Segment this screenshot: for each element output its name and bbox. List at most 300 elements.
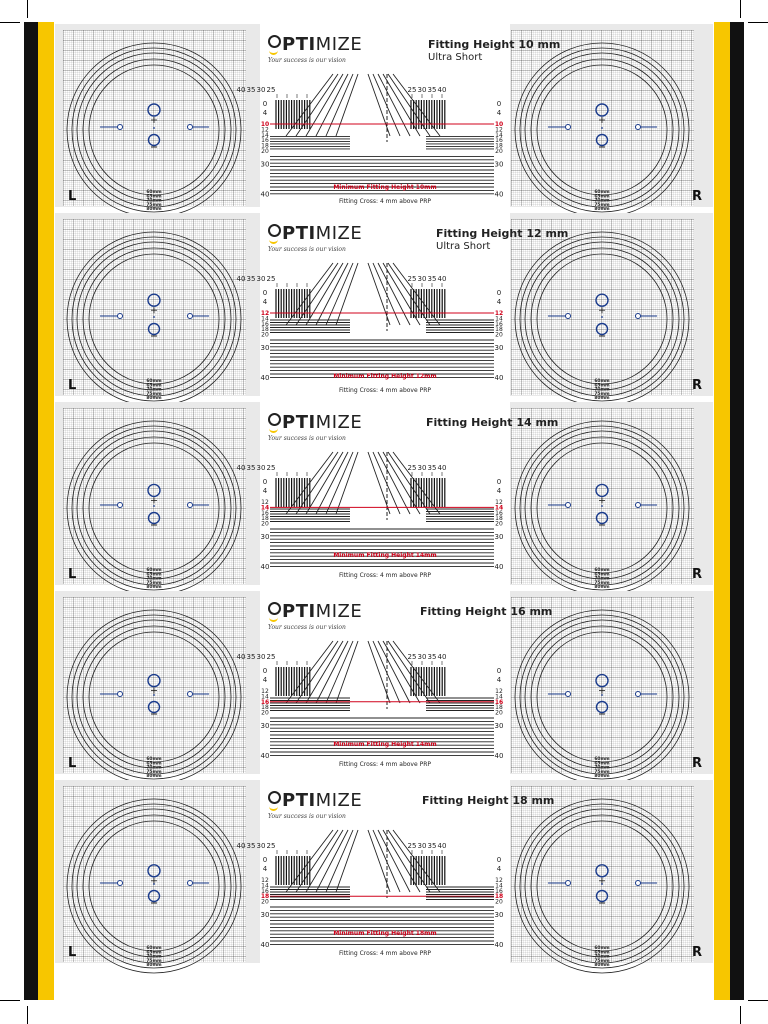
fitting-height-subtitle: Ultra Short [428,52,483,63]
logo-suffix: MIZE [315,223,363,244]
logo-prefix: PTI [282,412,316,433]
pd-tick-label-right: 25 [407,275,417,283]
lens-size-label: 65mm [594,194,610,200]
pd-tick-label-right: 30 [417,842,427,850]
pd-tick-label-right: 40 [437,275,447,283]
scale-label-right: 18 [495,515,503,523]
pd-tick-label-right: 30 [417,86,427,94]
logo-tagline: Your success is our vision [268,435,346,442]
scale-30-right: 30 [494,911,504,919]
reference-point-right [188,503,193,508]
lens-size-label: 60mm [146,568,162,573]
lens-diagram [63,408,246,591]
distance-reference-circle [148,104,160,116]
lens-size-label: 80mm [146,207,162,213]
scale-30-left: 30 [260,344,270,352]
pd-tick-label-right: 35 [427,86,437,94]
left-black-stripe [24,22,38,1000]
lens-ring-65mm [72,48,236,212]
scale-label-left: 12 [261,688,269,695]
scale-label-right: 16 [494,698,504,706]
lens-size-label: 70mm [594,198,610,204]
lens-ring-65mm [520,237,684,401]
lens-ring-65mm [520,804,684,968]
fitting-scale-area [236,780,555,963]
lens-template-left [63,597,246,780]
prism-reference-point [601,883,603,885]
scale-label-right: 14 [495,131,503,139]
fitting-height-subtitle: Ultra Short [436,241,491,252]
scale-40-right: 40 [494,190,504,199]
logo-suffix: MIZE [315,34,363,55]
scale-label-left: 20 [261,898,269,906]
logo-o-icon [268,413,281,426]
lens-size-label: 65mm [594,950,610,956]
pd-tick-label-right: 40 [437,842,447,850]
fitting-scale-area [236,213,569,396]
lens-diagram [63,30,246,213]
distance-reference-circle [148,865,160,877]
pd-tick-label-right: 25 [407,86,417,94]
optimize-logo [268,412,368,448]
scale-label-right: 20 [495,898,503,906]
nasal-guide-line-right [383,263,420,325]
scale-four-left: 4 [262,865,268,873]
lens-size-label: 70mm [146,576,162,582]
lens-size-label: 60mm [594,946,610,951]
pd-tick-label-left: 40 [236,842,246,850]
lens-ring-70mm [77,620,231,774]
pd-tick-label-right: 40 [437,464,447,472]
optimize-logo [268,790,368,826]
scale-four-left: 4 [262,487,268,495]
lens-template-left [63,786,246,969]
fitting-scale-area [236,402,559,585]
lens-ring-65mm [72,237,236,401]
reference-point-left [566,881,571,886]
near-reference-circle [597,513,608,524]
fitting-height-title: Fitting Height 18 mm [422,794,555,807]
scale-label-left: 16 [261,887,269,895]
lens-size-label: 75mm [146,580,162,586]
scale-30-right: 30 [494,722,504,730]
scale-four-right: 4 [496,109,502,117]
left-side-label: L [68,567,77,582]
lens-ring-80mm [537,254,667,384]
near-reference-circle [597,324,608,335]
distance-reference-circle [148,675,160,687]
nasal-guide-line-left [306,263,343,325]
scale-zero-right: 0 [496,289,502,297]
reference-point-left [566,125,571,130]
lens-ring-70mm [525,431,679,585]
logo-wordmark [268,601,362,622]
lens-size-label: 60mm [594,757,610,762]
scale-zero-left: 0 [262,667,268,675]
pd-tick-label-left: 25 [266,653,276,661]
scale-label-right: 18 [495,142,503,150]
nasal-guide-line-left [306,830,343,892]
scale-label-left: 14 [261,315,269,323]
right-side-label: R [691,378,702,393]
lens-size-label: 65mm [594,572,610,578]
lens-size-label: 80mm [594,774,610,780]
lens-size-label: 70mm [146,387,162,393]
scale-label-right: 12 [495,877,503,884]
logo-suffix: MIZE [315,412,363,433]
pd-tick-label-right: 35 [427,842,437,850]
lens-diagram [511,30,694,213]
lens-size-label: 80mm [594,585,610,591]
scale-30-left: 30 [260,911,270,919]
pd-tick-label-left: 25 [266,275,276,283]
pd-tick-label-left: 35 [246,464,256,472]
lens-template-left [63,408,246,591]
reference-point-right [636,503,641,508]
logo-tagline: Your success is our vision [268,246,346,253]
scale-label-left: 12 [261,499,269,506]
lens-ring-70mm [525,53,679,207]
pd-tick-label-left: 35 [246,86,256,94]
lens-size-label: 80mm [594,396,610,402]
lens-ring-80mm [537,632,667,762]
lens-diagram [511,408,694,591]
scale-label-left: 14 [260,504,270,512]
lens-size-label: 75mm [594,958,610,964]
lens-size-label: 60mm [146,757,162,762]
scale-zero-left: 0 [262,478,268,486]
scale-30-right: 30 [494,160,504,169]
scale-30-left: 30 [260,160,270,169]
lens-ring-70mm [525,620,679,774]
lens-size-label: 70mm [594,387,610,393]
scale-four-right: 4 [496,298,502,306]
distance-reference-circle [596,294,608,306]
scale-label-left: 14 [261,131,269,139]
right-side-label: R [691,945,702,960]
pd-tick-label-left: 40 [236,653,246,661]
lens-ring-75mm [531,437,673,579]
logo-tagline: Your success is our vision [268,813,346,820]
crop-mark-top-right [740,0,741,18]
lens-size-label: 65mm [594,383,610,389]
lens-size-label: 75mm [594,769,610,775]
lens-ring-80mm [537,443,667,573]
scale-label-right: 10 [494,121,504,128]
scale-four-right: 4 [496,676,502,684]
scale-label-left: 12 [261,877,269,884]
lens-ring-75mm [83,815,225,957]
fitting-height-panel [55,24,713,213]
lens-diagram [63,597,246,780]
logo-o-icon [268,602,281,615]
lens-size-label: 70mm [146,954,162,960]
right-side-label: R [691,567,702,582]
fitting-height-title: Fitting Height 10 mm [428,38,561,51]
left-yellow-stripe [38,22,54,1000]
scale-label-right: 12 [495,688,503,695]
lens-size-label: 75mm [146,391,162,397]
lens-ring-75mm [83,59,225,201]
logo-suffix: MIZE [315,601,363,622]
near-reference-circle [149,891,160,902]
reference-point-left [118,314,123,319]
lens-size-label: 60mm [594,379,610,384]
lens-size-label: 65mm [594,761,610,767]
pd-tick-label-left: 25 [266,842,276,850]
reference-point-right [636,692,641,697]
lens-ring-75mm [83,626,225,768]
near-reference-circle [149,513,160,524]
lens-template-right [511,597,702,780]
lens-size-label: 70mm [146,765,162,771]
scale-label-right: 14 [495,315,503,323]
right-yellow-stripe [714,22,730,1000]
scale-label-left: 12 [260,310,270,317]
pd-tick-label-right: 30 [417,653,427,661]
pd-tick-label-right: 40 [437,653,447,661]
distance-reference-circle [596,675,608,687]
logo-o-icon [268,791,281,804]
fitting-height-panel [55,402,713,591]
lens-size-label: 75mm [146,769,162,775]
lens-ring-65mm [520,615,684,779]
prism-reference-point [601,505,603,507]
logo-o-icon [268,224,281,237]
scale-30-right: 30 [494,344,504,352]
scale-label-left: 14 [261,882,269,890]
pd-tick-label-left: 35 [246,842,256,850]
right-black-stripe [730,22,744,1000]
prism-reference-point [153,127,155,129]
scale-40-right: 40 [494,941,504,949]
lens-ring-80mm [89,254,219,384]
prism-reference-point [601,316,603,318]
pd-tick-label-left: 35 [246,275,256,283]
lens-size-label: 65mm [146,383,162,389]
lens-size-label: 75mm [594,202,610,208]
lens-ring-75mm [531,59,673,201]
prism-reference-point [153,694,155,696]
lens-ring-80mm [89,632,219,762]
reference-point-right [636,314,641,319]
lens-ring-80mm [89,65,219,195]
minimum-fitting-height-label: Minimum Fitting Height 14mm [333,552,437,559]
scale-label-right: 18 [495,704,503,712]
scale-four-left: 4 [262,109,268,117]
scale-zero-left: 0 [262,856,268,864]
logo-o-icon [268,35,281,48]
left-side-label: L [68,945,77,960]
nasal-guide-line-right [383,74,420,136]
fitting-height-panel [55,591,713,780]
fitting-height-title: Fitting Height 12 mm [436,227,569,240]
nasal-guide-line-right [383,452,420,514]
lens-template-right [511,219,702,402]
lens-ring-75mm [531,248,673,390]
fitting-height-title: Fitting Height 14 mm [426,416,559,429]
lens-template-left [63,30,246,213]
scale-label-right: 14 [495,882,503,890]
scale-40-right: 40 [494,752,504,760]
lens-size-label: 80mm [146,963,162,969]
scale-label-left: 20 [261,520,269,528]
lens-size-label: 80mm [146,396,162,402]
prism-reference-point [153,505,155,507]
optimize-logo [268,34,368,70]
fitting-cross-note: Fitting Cross: 4 mm above PRP [339,198,431,205]
near-reference-circle [597,891,608,902]
left-side-label: L [68,756,77,771]
scale-label-left: 10 [260,121,270,128]
right-side-label: R [691,756,702,771]
scale-label-right: 14 [494,504,504,512]
crop-mark-bottom-left [27,1006,28,1024]
lens-ring-80mm [537,821,667,951]
scale-label-left: 14 [261,693,269,701]
lens-ring-70mm [77,242,231,396]
scale-label-left: 16 [261,509,269,517]
scale-four-right: 4 [496,865,502,873]
lens-diagram [63,219,246,402]
right-side-label: R [691,189,702,204]
lens-ring-75mm [83,437,225,579]
reference-point-right [636,125,641,130]
fitting-cross-note: Fitting Cross: 4 mm above PRP [339,761,431,768]
scale-40-left: 40 [260,190,270,199]
lens-diagram [511,219,694,402]
lens-ring-70mm [77,809,231,963]
scale-label-left: 16 [261,137,269,145]
scale-label-left: 18 [261,704,269,712]
minimum-fitting-height-label: Minimum Fitting Height 18mm [333,930,437,937]
lens-ring-65mm [72,804,236,968]
scale-label-right: 12 [495,126,503,134]
lens-ring-65mm [72,426,236,590]
fitting-cross-note: Fitting Cross: 4 mm above PRP [339,572,431,579]
distance-reference-circle [596,484,608,496]
fitting-scale-area [236,24,561,207]
lens-size-label: 80mm [146,585,162,591]
left-side-label: L [68,378,77,393]
minimum-fitting-height-label: Minimum Fitting Height 10mm [333,184,437,191]
logo-wordmark [268,34,362,55]
reference-point-left [118,125,123,130]
distance-reference-circle [148,294,160,306]
pd-tick-label-right: 25 [407,653,417,661]
left-side-label: L [68,189,77,204]
scale-label-left: 20 [261,331,269,339]
pd-tick-label-right: 30 [417,275,427,283]
pd-tick-label-left: 30 [256,842,266,850]
scale-label-right: 16 [495,887,503,895]
logo-prefix: PTI [282,34,316,55]
lens-size-label: 70mm [594,765,610,771]
nasal-guide-line-left [306,641,343,703]
pd-tick-label-right: 25 [407,842,417,850]
distance-reference-circle [148,484,160,496]
lens-ring-70mm [525,809,679,963]
reference-point-left [566,503,571,508]
logo-wordmark [268,412,362,433]
lens-ring-65mm [520,426,684,590]
pd-tick-label-right: 40 [437,86,447,94]
scale-label-left: 18 [261,142,269,150]
lens-ring-70mm [77,53,231,207]
scale-four-left: 4 [262,676,268,684]
scale-40-right: 40 [494,563,504,571]
crop-mark-top-left-h [0,22,20,23]
scale-label-right: 16 [495,137,503,145]
scale-zero-right: 0 [496,478,502,486]
lens-template-right [511,786,702,969]
scale-label-left: 20 [261,148,269,155]
pd-tick-label-right: 35 [427,464,437,472]
scale-label-right: 12 [494,310,504,317]
scale-label-left: 12 [261,126,269,134]
crop-mark-bottom-right-h [748,1000,768,1001]
logo-prefix: PTI [282,223,316,244]
logo-suffix: MIZE [315,790,363,811]
fitting-cross-note: Fitting Cross: 4 mm above PRP [339,950,431,957]
nasal-guide-line-right [383,830,420,892]
crop-mark-top-right-h [748,22,768,23]
pd-tick-label-right: 35 [427,653,437,661]
near-reference-circle [597,135,608,146]
scale-40-left: 40 [260,374,270,382]
scale-label-left: 16 [260,698,270,706]
scale-label-left: 18 [261,515,269,523]
prism-reference-point [153,883,155,885]
lens-ring-65mm [520,48,684,212]
reference-point-left [118,881,123,886]
lens-ring-70mm [77,431,231,585]
lens-size-label: 60mm [146,190,162,195]
scale-40-right: 40 [494,374,504,382]
scale-label-right: 20 [495,709,503,717]
scale-zero-left: 0 [262,100,268,108]
minimum-fitting-height-label: Minimum Fitting Height 14mm [333,741,437,748]
fitting-height-panel [55,780,713,969]
pd-tick-label-left: 40 [236,464,246,472]
scale-label-right: 12 [495,499,503,506]
lens-size-label: 65mm [146,950,162,956]
crop-mark-bottom-left-h [0,1000,20,1001]
pd-tick-label-right: 30 [417,464,427,472]
fitting-height-title: Fitting Height 16 mm [420,605,553,618]
scale-zero-right: 0 [496,100,502,108]
scale-zero-right: 0 [496,667,502,675]
nasal-guide-line-right [383,641,420,703]
scale-zero-right: 0 [496,856,502,864]
scale-label-left: 18 [260,893,270,901]
reference-point-left [566,314,571,319]
scale-40-left: 40 [260,941,270,949]
pd-tick-label-left: 30 [256,653,266,661]
pd-tick-label-left: 30 [256,275,266,283]
logo-tagline: Your success is our vision [268,57,346,64]
scale-40-left: 40 [260,752,270,760]
pd-tick-label-left: 30 [256,86,266,94]
lens-size-label: 60mm [146,379,162,384]
lens-size-label: 60mm [594,190,610,195]
lens-ring-70mm [525,242,679,396]
reference-point-left [118,503,123,508]
scale-label-left: 20 [261,709,269,717]
reference-point-right [188,314,193,319]
pd-tick-label-left: 30 [256,464,266,472]
pd-tick-label-left: 40 [236,275,246,283]
